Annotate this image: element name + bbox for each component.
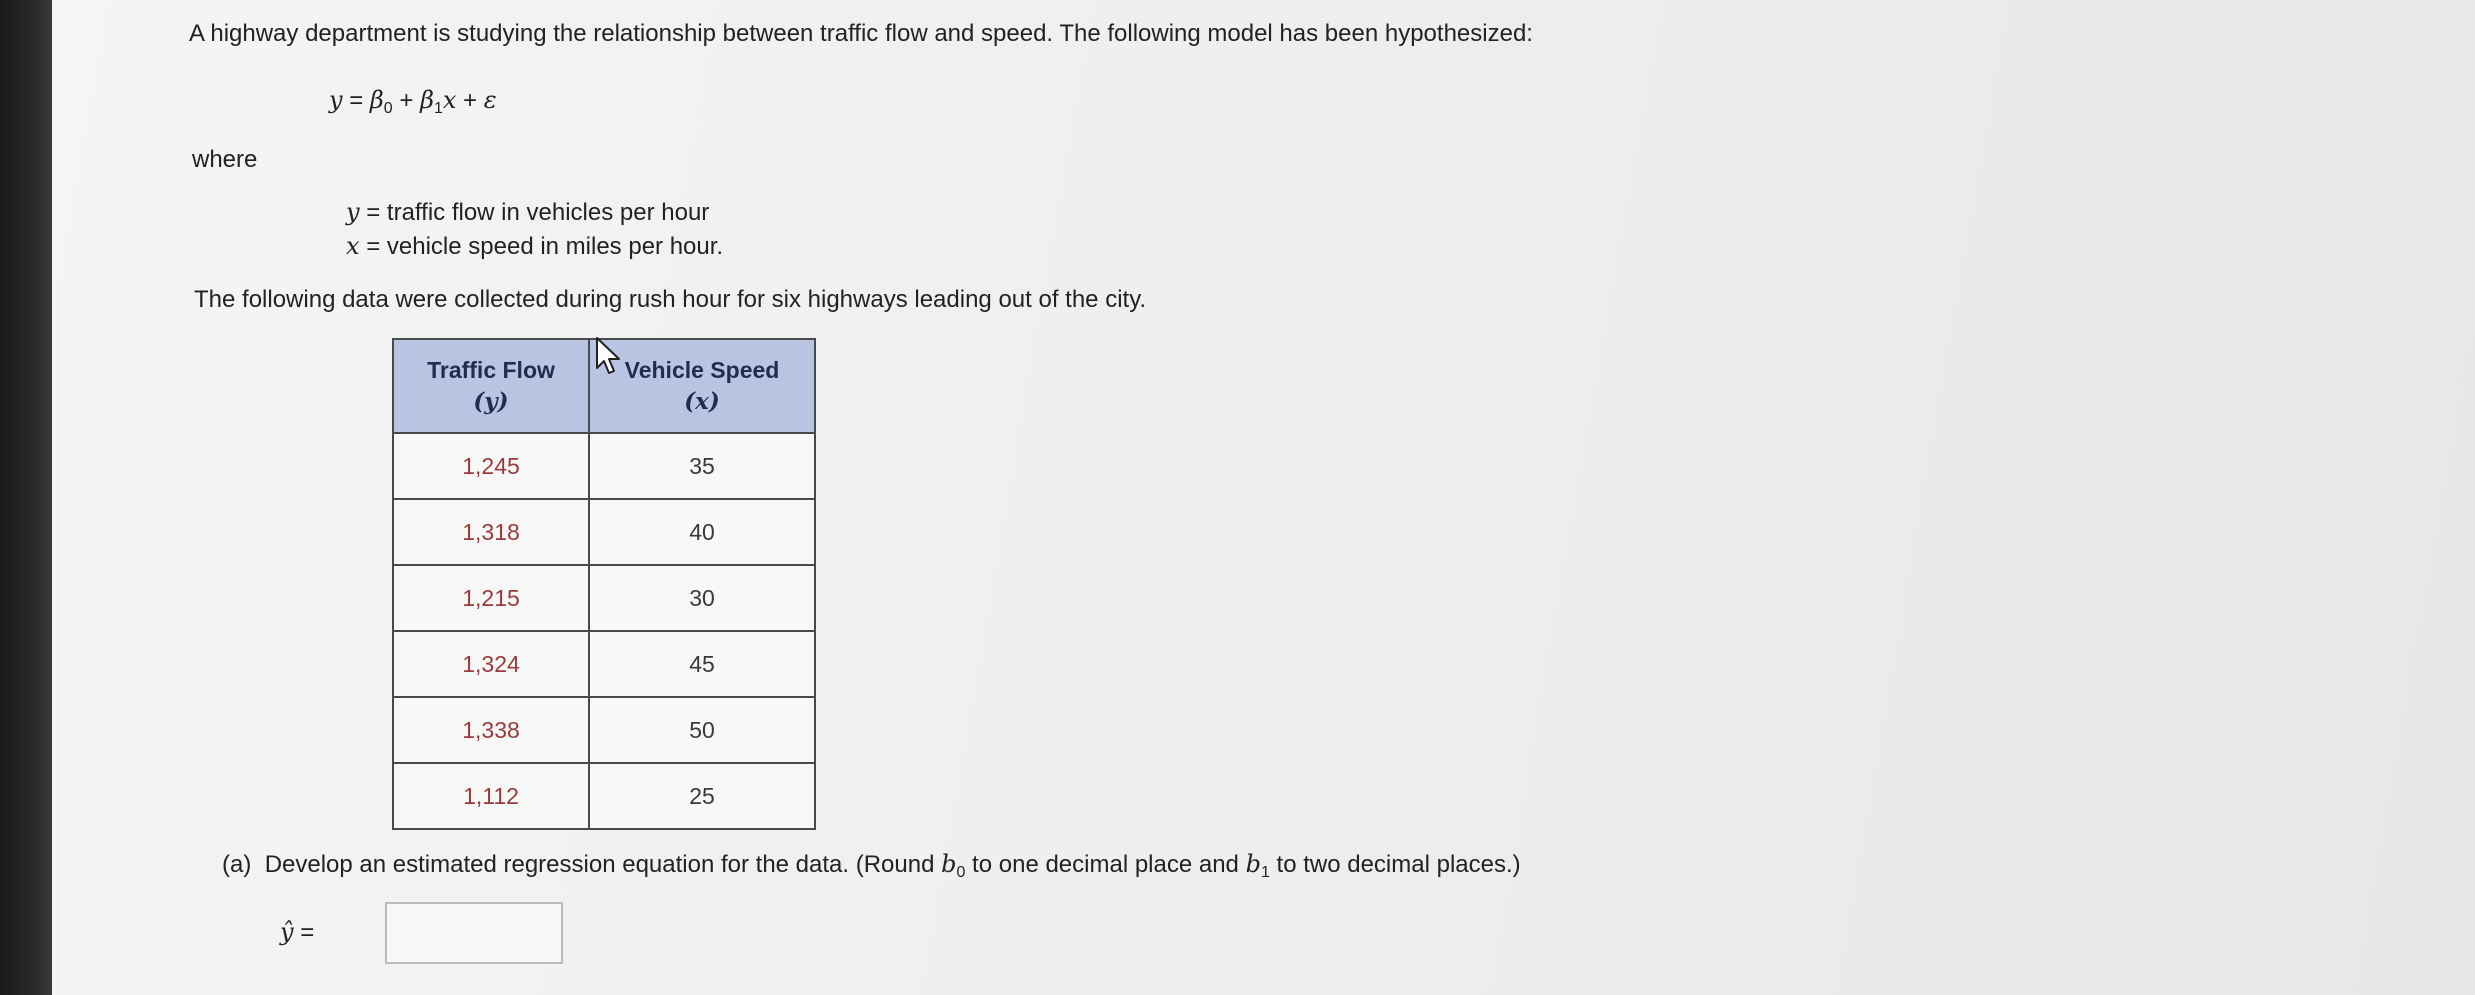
- part-a-label: (a): [222, 851, 252, 878]
- cell-speed: 50: [589, 697, 815, 763]
- cell-speed: 25: [589, 763, 815, 829]
- definition-y: y = traffic flow in vehicles per hour: [346, 198, 710, 226]
- cell-flow: 1,318: [393, 499, 589, 565]
- data-intro-text: The following data were collected during rush hour for six highways leading out of the city.: [194, 286, 1147, 313]
- definition-x: x = vehicle speed in miles per hour.: [346, 232, 724, 260]
- table-row: [393, 565, 815, 631]
- cell-flow: 1,215: [393, 565, 589, 631]
- where-label: where: [192, 146, 258, 173]
- header-traffic-flow: Traffic Flow (y): [393, 339, 589, 433]
- header-vehicle-speed: Vehicle Speed (x): [589, 339, 815, 433]
- table-row: [393, 433, 815, 499]
- cell-speed: 30: [589, 565, 815, 631]
- part-a-prompt: (a) Develop an estimated regression equation for the data. (Round $b_0$ to one decimal place and $b_1$ to two decimal places.): [222, 850, 1521, 881]
- cell-flow: 1,324: [393, 631, 589, 697]
- model-y: y: [329, 86, 343, 114]
- cell-flow: 1,338: [393, 697, 589, 763]
- mouse-cursor-icon: [595, 336, 623, 376]
- answer-label: ŷ =: [280, 918, 315, 946]
- table-row: [393, 499, 815, 565]
- data-table: [392, 338, 816, 830]
- model-equation: $y = \beta_0 + \beta_1x + \varepsilon$: [329, 86, 497, 117]
- intro-text: A highway department is studying the relationship between traffic flow and speed. The following model has been hypothesized:: [189, 20, 1533, 47]
- cell-flow: 1,112: [393, 763, 589, 829]
- answer-input[interactable]: [385, 902, 563, 964]
- table-row: [393, 763, 815, 829]
- table-row: [393, 631, 815, 697]
- cell-speed: 45: [589, 631, 815, 697]
- cell-speed: 40: [589, 499, 815, 565]
- cell-speed: 35: [589, 433, 815, 499]
- cell-flow: 1,245: [393, 433, 589, 499]
- device-bezel: [0, 0, 52, 995]
- table-row: [393, 697, 815, 763]
- question-page: [52, 0, 2475, 995]
